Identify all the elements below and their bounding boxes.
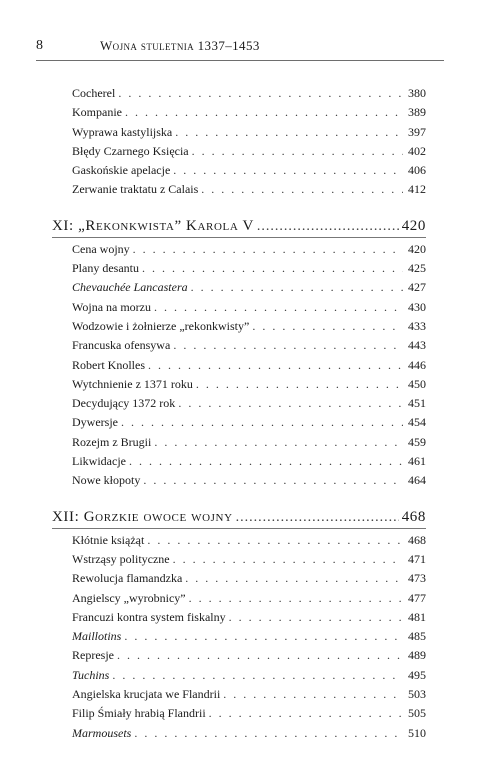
dot-leader xyxy=(124,627,403,646)
toc-entry-page: 397 xyxy=(408,124,426,139)
toc-entry-page: 503 xyxy=(408,687,426,702)
toc-entry-page: 402 xyxy=(408,143,426,158)
toc-entry-page: 481 xyxy=(408,609,426,624)
toc-entry-label: Zerwanie traktatu z Calais xyxy=(72,182,199,197)
dot-leader xyxy=(185,569,403,588)
toc-entry xyxy=(72,550,426,569)
toc-entry-label: Kompanie xyxy=(72,105,122,120)
toc-entry xyxy=(72,627,426,646)
toc-entry-label: Angielska krucjata we Flandrii xyxy=(72,687,221,702)
chapter-title: XI: „Rekonkwista” Karola V xyxy=(52,217,254,234)
toc-entry-page: 485 xyxy=(408,629,426,644)
toc-entry xyxy=(72,375,426,394)
toc-entry xyxy=(72,240,426,259)
table-of-contents xyxy=(52,84,426,758)
dot-leader xyxy=(154,298,403,317)
toc-entry-label: Wojna na morzu xyxy=(72,299,152,314)
toc-entry-page: 451 xyxy=(408,396,426,411)
toc-entry xyxy=(72,84,426,103)
toc-entry-page: 412 xyxy=(408,182,426,197)
toc-entry-label: Tuchins xyxy=(72,667,110,682)
toc-entry xyxy=(72,103,426,122)
dot-leader xyxy=(142,259,403,278)
toc-entry-label: Błędy Czarnego Księcia xyxy=(72,143,189,158)
toc-entry-page: 454 xyxy=(408,415,426,430)
toc-entry-label: Cocherel xyxy=(72,86,116,100)
dot-leader xyxy=(191,278,403,297)
dot-leader xyxy=(189,589,403,608)
chapter-heading xyxy=(52,215,426,238)
toc-entry xyxy=(72,317,426,336)
toc-entry xyxy=(72,413,426,432)
toc-entry-page: 489 xyxy=(408,648,426,663)
toc-entry xyxy=(72,123,426,142)
toc-entry-label: Cena wojny xyxy=(72,241,130,256)
toc-entry-label: Marmousets xyxy=(72,725,132,740)
toc-entry xyxy=(72,531,426,550)
toc-entry-page: 389 xyxy=(408,105,426,120)
toc-section-continued xyxy=(72,84,426,200)
dot-leader xyxy=(192,142,403,161)
dot-leader xyxy=(236,507,399,529)
dot-leader xyxy=(178,394,403,413)
toc-entry xyxy=(72,471,426,490)
dot-leader xyxy=(257,216,399,238)
running-title: Wojna stuletnia 1337–1453 xyxy=(100,38,260,53)
toc-chapter-xi xyxy=(52,215,426,491)
dot-leader xyxy=(129,452,403,471)
chapter-title: XII: Gorzkie owoce wojny xyxy=(52,508,233,525)
toc-entry-label: Dywersje xyxy=(72,415,118,430)
toc-entry-page: 477 xyxy=(408,590,426,605)
toc-entry xyxy=(72,433,426,452)
toc-entry-label: Rozejm z Brugii xyxy=(72,434,152,449)
toc-entry-label: Chevauchée Lancastera xyxy=(72,280,188,295)
toc-entry xyxy=(72,704,426,723)
toc-entry-page: 380 xyxy=(408,86,426,100)
toc-entry-page: 406 xyxy=(408,163,426,178)
toc-entry-page: 450 xyxy=(408,376,426,391)
chapter-page: 468 xyxy=(401,508,426,525)
toc-entry-label: Francuska ofensywa xyxy=(72,338,171,353)
toc-entry xyxy=(72,724,426,743)
chapter-page: 420 xyxy=(401,217,426,234)
toc-entry xyxy=(72,298,426,317)
toc-entry-page: 464 xyxy=(408,473,426,488)
dot-leader xyxy=(173,336,403,355)
toc-entry-label: Decydujący 1372 rok xyxy=(72,396,176,411)
toc-entry-page: 425 xyxy=(408,261,426,276)
toc-entry-page: 471 xyxy=(408,551,426,566)
toc-entry xyxy=(72,356,426,375)
toc-entry-label: Gaskońskie apelacje xyxy=(72,163,171,178)
toc-entry xyxy=(72,161,426,180)
dot-leader xyxy=(252,317,403,336)
toc-entry-label: Robert Knolles xyxy=(72,357,145,372)
toc-entry xyxy=(72,394,426,413)
toc-entry-label: Wytchnienie z 1371 roku xyxy=(72,376,193,391)
running-header xyxy=(36,36,444,61)
toc-entry-label: Rewolucja flamandzka xyxy=(72,571,183,586)
dot-leader xyxy=(148,356,403,375)
toc-entry-label: Filip Śmiały hrabią Flandrii xyxy=(72,706,206,721)
chapter-heading xyxy=(52,506,426,529)
toc-entry-label: Maillotins xyxy=(72,629,122,644)
toc-entry-label: Represje xyxy=(72,648,114,663)
toc-entry xyxy=(72,336,426,355)
dot-leader xyxy=(134,724,403,743)
toc-chapter-xii xyxy=(52,506,426,743)
toc-entry-label: Wyprawa kastylijska xyxy=(72,124,173,139)
toc-entry xyxy=(72,142,426,161)
toc-entry-label: Angielscy „wyrobnicy” xyxy=(72,590,186,605)
dot-leader xyxy=(125,103,403,122)
dot-leader xyxy=(175,123,403,142)
toc-entry-label: Kłótnie książąt xyxy=(72,532,145,547)
page-number: 8 xyxy=(36,38,43,53)
dot-leader xyxy=(147,531,403,550)
toc-entry-label: Wstrząsy polityczne xyxy=(72,551,170,566)
toc-entry-page: 468 xyxy=(408,532,426,547)
toc-entry-page: 473 xyxy=(408,571,426,586)
toc-entry-page: 433 xyxy=(408,318,426,333)
toc-entry xyxy=(72,589,426,608)
dot-leader xyxy=(209,704,403,723)
toc-entry xyxy=(72,569,426,588)
toc-entry-page: 430 xyxy=(408,299,426,314)
dot-leader xyxy=(196,375,403,394)
toc-entry-label: Wodzowie i żołnierze „rekonkwisty” xyxy=(72,318,250,333)
toc-entry xyxy=(72,666,426,685)
dot-leader xyxy=(112,666,403,685)
dot-leader xyxy=(121,413,403,432)
toc-entry xyxy=(72,180,426,199)
dot-leader xyxy=(173,161,403,180)
toc-entry xyxy=(72,278,426,297)
toc-entry-page: 446 xyxy=(408,357,426,372)
toc-entry-label: Nowe kłopoty xyxy=(72,473,141,488)
toc-entry-page: 495 xyxy=(408,667,426,682)
dot-leader xyxy=(154,433,403,452)
dot-leader xyxy=(201,180,403,199)
toc-entry xyxy=(72,685,426,704)
toc-entry-page: 443 xyxy=(408,338,426,353)
dot-leader xyxy=(173,550,403,569)
toc-entry-page: 461 xyxy=(408,454,426,469)
toc-entry-label: Plany desantu xyxy=(72,261,139,276)
dot-leader xyxy=(117,646,403,665)
toc-entry-page: 427 xyxy=(408,280,426,295)
toc-entry-page: 510 xyxy=(408,725,426,740)
dot-leader xyxy=(143,471,403,490)
toc-entry-page: 420 xyxy=(408,241,426,256)
toc-entry-label: Likwidacje xyxy=(72,454,126,469)
toc-entry-page: 505 xyxy=(408,706,426,721)
dot-leader xyxy=(223,685,403,704)
toc-entry xyxy=(72,646,426,665)
dot-leader xyxy=(118,84,403,103)
dot-leader xyxy=(133,240,403,259)
toc-entry xyxy=(72,452,426,471)
toc-entry-label: Francuzi kontra system fiskalny xyxy=(72,609,226,624)
toc-entry-page: 459 xyxy=(408,434,426,449)
dot-leader xyxy=(229,608,403,627)
toc-entry xyxy=(72,608,426,627)
toc-entry xyxy=(72,259,426,278)
